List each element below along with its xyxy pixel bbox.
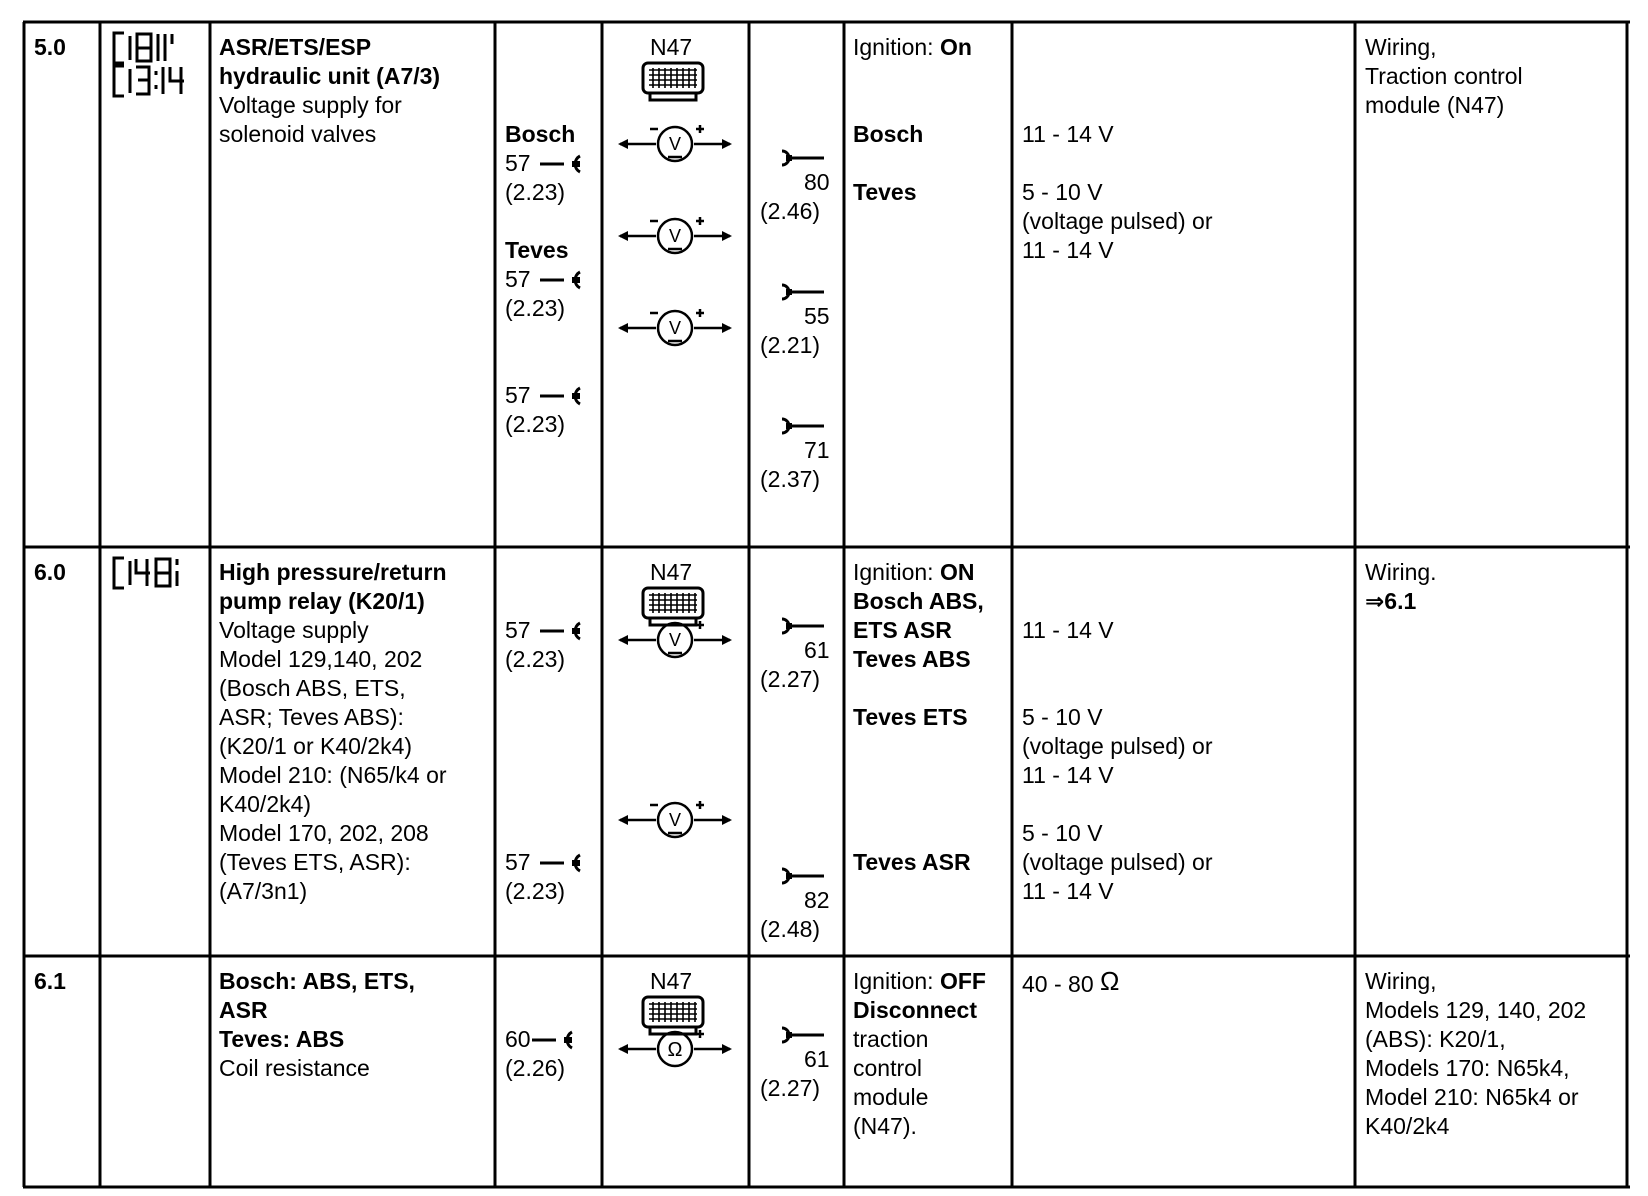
component-description-line: Voltage supply for	[219, 92, 402, 118]
remedy-line: module (N47)	[1365, 92, 1505, 118]
component-description-line: Coil resistance	[219, 1055, 370, 1081]
module-pin-icon	[778, 616, 826, 636]
module-pin: 61	[804, 637, 830, 663]
nominal-value: 40 - 80 Ω	[1022, 966, 1120, 997]
socket-ref: (2.26)	[505, 1055, 566, 1081]
component-description-line: solenoid valves	[219, 121, 377, 147]
module-pin-ref: (2.27)	[760, 666, 821, 692]
module-pin-ref: (2.37)	[760, 466, 821, 492]
remedy-link[interactable]: ⇒6.1	[1365, 588, 1417, 614]
socket-pin-icon	[538, 619, 608, 643]
nominal-value: 5 - 10 V	[1022, 704, 1103, 730]
remedy-line: Wiring,	[1365, 34, 1437, 60]
module-label: N47	[650, 559, 693, 585]
component-description-line: ASR; Teves ABS):	[219, 704, 404, 730]
socket-ref: (2.23)	[505, 295, 566, 321]
component-description-line: Model 129,140, 202	[219, 646, 423, 672]
condition-label: Teves ABS	[853, 646, 971, 672]
socket-pin: 57	[505, 617, 531, 643]
socket-pin-icon	[538, 384, 608, 408]
socket-pin: 60	[505, 1026, 531, 1052]
module-pin-icon	[778, 416, 826, 436]
remedy-line: Traction control	[1365, 63, 1523, 89]
control-module-connector-icon	[640, 60, 710, 104]
condition-label: Bosch	[853, 121, 924, 147]
component-title-line: hydraulic unit (A7/3)	[219, 63, 441, 89]
module-pin-ref: (2.46)	[760, 198, 821, 224]
module-pin: 55	[804, 303, 830, 329]
component-description-line: Voltage supply	[219, 617, 369, 643]
voltmeter-icon	[616, 304, 734, 352]
step-number: 6.0	[34, 559, 66, 585]
socket-pin-icon	[530, 1028, 600, 1052]
component-description-line: (A7/3n1)	[219, 878, 308, 904]
remedy-line: (ABS): K20/1,	[1365, 1026, 1506, 1052]
meter-symbol: V	[668, 226, 682, 246]
component-title-line: ASR	[219, 997, 268, 1023]
remedy-line: Wiring,	[1365, 968, 1437, 994]
step-number: 6.1	[34, 968, 66, 994]
module-label: N47	[650, 968, 693, 994]
module-pin: 71	[804, 437, 830, 463]
remedy-line: Wiring.	[1365, 559, 1437, 585]
component-description-line: (Teves ETS, ASR):	[219, 849, 411, 875]
meter-symbol: V	[668, 630, 682, 650]
condition-label: Teves ETS	[853, 704, 968, 730]
socket-pin: 57	[505, 849, 531, 875]
meter-symbol: V	[668, 134, 682, 154]
socket-ref: (2.23)	[505, 179, 566, 205]
nominal-value: (voltage pulsed) or	[1022, 733, 1213, 759]
nominal-value: 5 - 10 V	[1022, 820, 1103, 846]
condition-line: traction	[853, 1026, 929, 1052]
module-label: N47	[650, 34, 693, 60]
module-pin-ref: (2.27)	[760, 1075, 821, 1101]
socket-ref: (2.23)	[505, 411, 566, 437]
meter-symbol: Ω	[667, 1039, 683, 1061]
component-title-line: Bosch: ABS, ETS,	[219, 968, 415, 994]
nominal-value: 11 - 14 V	[1022, 878, 1114, 904]
module-pin: 82	[804, 887, 830, 913]
fault-code-c1314	[110, 63, 190, 99]
socket-pin: 57	[505, 382, 531, 408]
condition-label: Teves ASR	[853, 849, 971, 875]
remedy-line: Models 129, 140, 202	[1365, 997, 1587, 1023]
test-condition: Ignition: OFF	[853, 968, 986, 994]
remedy-line: K40/2k4	[1365, 1113, 1450, 1139]
component-description-line: Model 210: (N65/k4 or	[219, 762, 447, 788]
meter-symbol: V	[668, 810, 682, 830]
nominal-value: 11 - 14 V	[1022, 237, 1114, 263]
component-description-line: (Bosch ABS, ETS,	[219, 675, 406, 701]
component-description-line: (K20/1 or K40/2k4)	[219, 733, 413, 759]
condition-line: module	[853, 1084, 929, 1110]
voltmeter-icon	[616, 796, 734, 844]
socket-pin-icon	[538, 268, 608, 292]
socket-ref: (2.23)	[505, 646, 566, 672]
module-pin: 61	[804, 1046, 830, 1072]
test-condition: Ignition: On	[853, 34, 972, 60]
ohm-unit: Ω	[1100, 966, 1120, 996]
module-pin-icon	[778, 1025, 826, 1045]
module-pin: 80	[804, 169, 830, 195]
socket-pin: 57	[505, 266, 531, 292]
condition-label: ETS ASR	[853, 617, 952, 643]
component-title-line: Teves: ABS	[219, 1026, 345, 1052]
socket-group-label: Bosch	[505, 121, 576, 147]
component-title-line: ASR/ETS/ESP	[219, 34, 372, 60]
module-pin-icon	[778, 148, 826, 168]
fault-code-c1401	[110, 555, 190, 591]
voltmeter-icon	[616, 616, 734, 664]
nominal-value: 11 - 14 V	[1022, 617, 1114, 643]
module-pin-ref: (2.48)	[760, 916, 821, 942]
test-condition: Ignition: ON	[853, 559, 975, 585]
module-pin-ref: (2.21)	[760, 332, 821, 358]
socket-pin-icon	[538, 152, 608, 176]
condition-line: (N47).	[853, 1113, 917, 1139]
component-description-line: K40/2k4)	[219, 791, 312, 817]
condition-label: Bosch ABS,	[853, 588, 984, 614]
remedy-line: Models 170: N65k4,	[1365, 1055, 1570, 1081]
step-number: 5.0	[34, 34, 66, 60]
nominal-value: (voltage pulsed) or	[1022, 208, 1213, 234]
component-title-line: pump relay (K20/1)	[219, 588, 425, 614]
socket-pin-icon	[538, 851, 608, 875]
condition-label: Disconnect	[853, 997, 977, 1023]
nominal-value: 11 - 14 V	[1022, 762, 1114, 788]
voltmeter-icon	[616, 212, 734, 260]
ohmmeter-icon	[616, 1025, 734, 1073]
component-description-line: Model 170, 202, 208	[219, 820, 429, 846]
socket-ref: (2.23)	[505, 878, 566, 904]
voltmeter-icon	[616, 120, 734, 168]
nominal-value: 11 - 14 V	[1022, 121, 1114, 147]
component-title-line: High pressure/return	[219, 559, 447, 585]
module-pin-icon	[778, 866, 826, 886]
fault-code-c1011	[110, 30, 190, 66]
remedy-line: Model 210: N65k4 or	[1365, 1084, 1579, 1110]
nominal-value: 5 - 10 V	[1022, 179, 1103, 205]
condition-line: control	[853, 1055, 923, 1081]
condition-label: Teves	[853, 179, 917, 205]
nominal-value: (voltage pulsed) or	[1022, 849, 1213, 875]
module-pin-icon	[778, 282, 826, 302]
meter-symbol: V	[668, 318, 682, 338]
socket-pin: 57	[505, 150, 531, 176]
socket-group-label: Teves	[505, 237, 569, 263]
